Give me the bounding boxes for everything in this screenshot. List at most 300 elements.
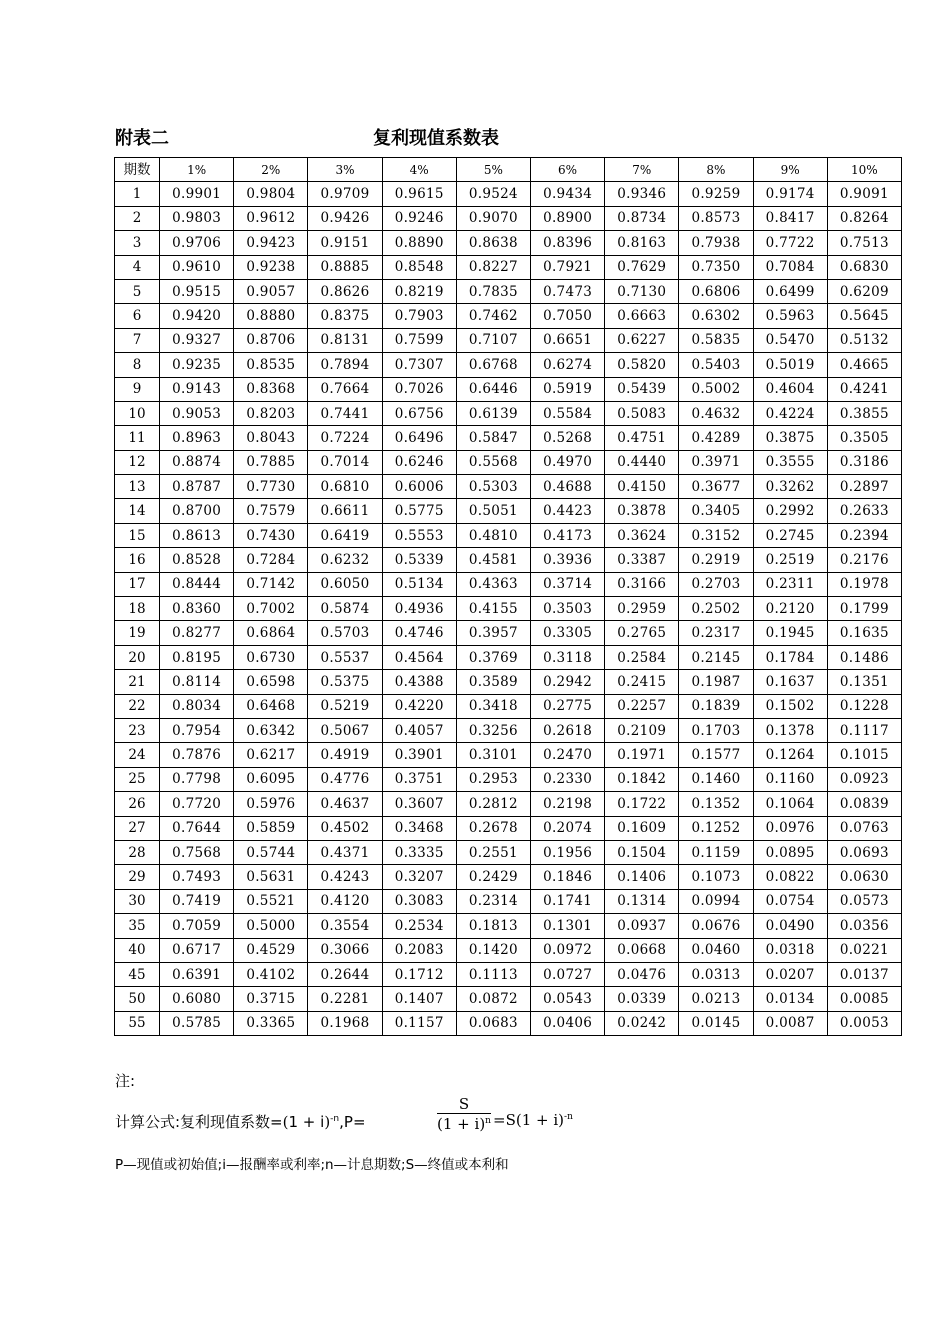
factor-cell: 0.4810	[456, 523, 530, 547]
factor-cell: 0.1351	[827, 670, 901, 694]
factor-cell: 0.7084	[753, 255, 827, 279]
factor-cell: 0.1160	[753, 767, 827, 791]
factor-cell: 0.1064	[753, 792, 827, 816]
factor-cell: 0.3769	[456, 645, 530, 669]
formula-eq: =S	[493, 1111, 516, 1129]
factor-cell: 0.6830	[827, 255, 901, 279]
factor-cell: 0.5439	[605, 377, 679, 401]
factor-cell: 0.3878	[605, 499, 679, 523]
factor-cell: 0.7473	[530, 279, 604, 303]
period-cell: 28	[115, 840, 160, 864]
factor-cell: 0.1978	[827, 572, 901, 596]
factor-cell: 0.1712	[382, 962, 456, 986]
factor-cell: 0.3207	[382, 865, 456, 889]
note-label: 注:	[115, 1072, 136, 1090]
factor-cell: 0.0087	[753, 1011, 827, 1035]
factor-cell: 0.6246	[382, 450, 456, 474]
factor-cell: 0.2919	[679, 548, 753, 572]
factor-cell: 0.8264	[827, 206, 901, 230]
factor-cell: 0.1741	[530, 889, 604, 913]
factor-cell: 0.7730	[234, 475, 308, 499]
factor-cell: 0.4919	[308, 743, 382, 767]
period-cell: 1	[115, 182, 160, 206]
factor-cell: 0.3855	[827, 401, 901, 425]
factor-cell: 0.2897	[827, 475, 901, 499]
factor-cell: 0.3365	[234, 1011, 308, 1035]
factor-cell: 0.6446	[456, 377, 530, 401]
table-row	[115, 401, 902, 425]
factor-cell: 0.3256	[456, 718, 530, 742]
factor-cell: 0.0145	[679, 1011, 753, 1035]
factor-cell: 0.3554	[308, 914, 382, 938]
factor-cell: 0.7513	[827, 231, 901, 255]
factor-cell: 0.1813	[456, 914, 530, 938]
table-row	[115, 597, 902, 621]
factor-cell: 0.1420	[456, 938, 530, 962]
factor-cell: 0.7284	[234, 548, 308, 572]
factor-cell: 0.5703	[308, 621, 382, 645]
factor-cell: 0.2775	[530, 694, 604, 718]
factor-cell: 0.0573	[827, 889, 901, 913]
table-row	[115, 499, 902, 523]
table-row	[115, 718, 902, 742]
factor-cell: 0.0339	[605, 987, 679, 1011]
factor-cell: 0.6768	[456, 353, 530, 377]
table-row	[115, 694, 902, 718]
factor-cell: 0.6232	[308, 548, 382, 572]
factor-cell: 0.5584	[530, 401, 604, 425]
factor-cell: 0.1703	[679, 718, 753, 742]
factor-cell: 0.1956	[530, 840, 604, 864]
factor-cell: 0.7142	[234, 572, 308, 596]
factor-cell: 0.7441	[308, 401, 382, 425]
factor-cell: 0.1846	[530, 865, 604, 889]
factor-cell: 0.3589	[456, 670, 530, 694]
period-cell: 26	[115, 792, 160, 816]
factor-cell: 0.7798	[160, 767, 234, 791]
factor-cell: 0.3387	[605, 548, 679, 572]
notes-section	[115, 1070, 875, 1173]
factor-cell: 0.9091	[827, 182, 901, 206]
factor-cell: 0.3083	[382, 889, 456, 913]
factor-cell: 0.6756	[382, 401, 456, 425]
factor-cell: 0.8227	[456, 255, 530, 279]
period-cell: 40	[115, 938, 160, 962]
factor-cell: 0.3166	[605, 572, 679, 596]
factor-cell: 0.8417	[753, 206, 827, 230]
factor-cell: 0.1073	[679, 865, 753, 889]
column-header-rate: 3%	[308, 158, 382, 182]
factor-cell: 0.3503	[530, 597, 604, 621]
factor-cell: 0.4224	[753, 401, 827, 425]
factor-cell: 0.5820	[605, 353, 679, 377]
factor-cell: 0.8277	[160, 621, 234, 645]
period-cell: 17	[115, 572, 160, 596]
factor-cell: 0.5051	[456, 499, 530, 523]
factor-cell: 0.2551	[456, 840, 530, 864]
factor-cell: 0.4502	[308, 816, 382, 840]
factor-cell: 0.0763	[827, 816, 901, 840]
period-cell: 55	[115, 1011, 160, 1035]
factor-cell: 0.8444	[160, 572, 234, 596]
factor-cell: 0.7430	[234, 523, 308, 547]
factor-cell: 0.8874	[160, 450, 234, 474]
factor-cell: 0.9053	[160, 401, 234, 425]
factor-cell: 0.2584	[605, 645, 679, 669]
factor-cell: 0.6730	[234, 645, 308, 669]
factor-cell: 0.0923	[827, 767, 901, 791]
table-row	[115, 816, 902, 840]
factor-cell: 0.5631	[234, 865, 308, 889]
factor-cell: 0.1113	[456, 962, 530, 986]
table-row	[115, 475, 902, 499]
factor-cell: 0.3118	[530, 645, 604, 669]
factor-cell: 0.2992	[753, 499, 827, 523]
column-header-rate: 10%	[827, 158, 901, 182]
factor-cell: 0.5775	[382, 499, 456, 523]
factor-cell: 0.1228	[827, 694, 901, 718]
factor-cell: 0.2703	[679, 572, 753, 596]
factor-cell: 0.3152	[679, 523, 753, 547]
table-row	[115, 767, 902, 791]
factor-cell: 0.2953	[456, 767, 530, 791]
factor-cell: 0.7462	[456, 304, 530, 328]
factor-cell: 0.8131	[308, 328, 382, 352]
factor-cell: 0.2415	[605, 670, 679, 694]
factor-cell: 0.9709	[308, 182, 382, 206]
formula-left	[115, 1111, 366, 1132]
table-row	[115, 1011, 902, 1035]
factor-cell: 0.8900	[530, 206, 604, 230]
factor-cell: 0.6080	[160, 987, 234, 1011]
factor-cell: 0.5083	[605, 401, 679, 425]
factor-cell: 0.7599	[382, 328, 456, 352]
factor-cell: 0.1159	[679, 840, 753, 864]
fraction-denominator: $(1 + i)^n$	[437, 1115, 491, 1133]
factor-cell: 0.7938	[679, 231, 753, 255]
factor-cell: 0.8700	[160, 499, 234, 523]
factor-cell: 0.3305	[530, 621, 604, 645]
factor-cell: 0.3971	[679, 450, 753, 474]
period-cell: 35	[115, 914, 160, 938]
factor-cell: 0.6663	[605, 304, 679, 328]
factor-cell: 0.5339	[382, 548, 456, 572]
factor-cell: 0.1635	[827, 621, 901, 645]
factor-cell: 0.5375	[308, 670, 382, 694]
factor-cell: 0.9238	[234, 255, 308, 279]
factor-cell: 0.8885	[308, 255, 382, 279]
factor-cell: 0.3335	[382, 840, 456, 864]
factor-cell: 0.9612	[234, 206, 308, 230]
period-cell: 15	[115, 523, 160, 547]
factor-cell: 0.1504	[605, 840, 679, 864]
factor-cell: 0.7644	[160, 816, 234, 840]
factor-cell: 0.2314	[456, 889, 530, 913]
period-cell: 16	[115, 548, 160, 572]
table-row	[115, 645, 902, 669]
factor-cell: 0.4155	[456, 597, 530, 621]
period-cell: 45	[115, 962, 160, 986]
factor-cell: 0.0207	[753, 962, 827, 986]
factor-cell: 0.5859	[234, 816, 308, 840]
factor-cell: 0.3677	[679, 475, 753, 499]
table-row	[115, 572, 902, 596]
factor-cell: 0.7894	[308, 353, 382, 377]
factor-cell: 0.9057	[234, 279, 308, 303]
table-row	[115, 670, 902, 694]
factor-cell: 0.9610	[160, 255, 234, 279]
factor-cell: 0.9423	[234, 231, 308, 255]
title-row	[115, 124, 900, 148]
appendix-label: 附表二	[115, 128, 169, 149]
factor-cell: 0.3715	[234, 987, 308, 1011]
factor-cell: 0.2534	[382, 914, 456, 938]
factor-cell: 0.1968	[308, 1011, 382, 1035]
factor-cell: 0.7059	[160, 914, 234, 938]
factor-cell: 0.1406	[605, 865, 679, 889]
factor-cell: 0.4637	[308, 792, 382, 816]
factor-cell: 0.0318	[753, 938, 827, 962]
factor-cell: 0.6006	[382, 475, 456, 499]
table-row	[115, 938, 902, 962]
period-cell: 11	[115, 426, 160, 450]
formula-exp: -n	[330, 1114, 340, 1124]
column-header-rate: 8%	[679, 158, 753, 182]
factor-cell: 0.8375	[308, 304, 382, 328]
factor-cell: 0.3066	[308, 938, 382, 962]
factor-cell: 0.5470	[753, 328, 827, 352]
present-value-table	[114, 157, 902, 1036]
factor-cell: 0.7722	[753, 231, 827, 255]
factor-cell: 0.8573	[679, 206, 753, 230]
factor-cell: 0.0630	[827, 865, 901, 889]
factor-cell: 0.5744	[234, 840, 308, 864]
period-cell: 24	[115, 743, 160, 767]
factor-cell: 0.4936	[382, 597, 456, 621]
factor-cell: 0.0839	[827, 792, 901, 816]
column-header-rate: 4%	[382, 158, 456, 182]
factor-cell: 0.1264	[753, 743, 827, 767]
factor-cell: 0.0976	[753, 816, 827, 840]
fraction-den-base: 1 + i	[442, 1115, 480, 1133]
factor-cell: 0.4751	[605, 426, 679, 450]
factor-cell: 0.5134	[382, 572, 456, 596]
factor-cell: 0.5835	[679, 328, 753, 352]
factor-cell: 0.6139	[456, 401, 530, 425]
formula-tail: $=S(1 + i)^{-n}$	[493, 1111, 573, 1129]
factor-cell: 0.5963	[753, 304, 827, 328]
factor-cell: 0.2311	[753, 572, 827, 596]
factor-cell: 0.9434	[530, 182, 604, 206]
factor-cell: 0.9515	[160, 279, 234, 303]
factor-cell: 0.6810	[308, 475, 382, 499]
period-cell: 3	[115, 231, 160, 255]
factor-cell: 0.9426	[308, 206, 382, 230]
factor-cell: 0.8195	[160, 645, 234, 669]
variable-definitions: P—现值或初始值;i—报酬率或利率;n—计息期数;S—终值或本利和	[115, 1157, 509, 1173]
factor-cell: 0.1352	[679, 792, 753, 816]
factor-cell: 0.3418	[456, 694, 530, 718]
factor-cell: 0.1799	[827, 597, 901, 621]
factor-cell: 0.6468	[234, 694, 308, 718]
factor-cell: 0.5303	[456, 475, 530, 499]
factor-cell: 0.7130	[605, 279, 679, 303]
factor-cell: 0.4243	[308, 865, 382, 889]
table-row	[115, 328, 902, 352]
factor-cell: 0.6302	[679, 304, 753, 328]
factor-cell: 0.6274	[530, 353, 604, 377]
factor-cell: 0.1301	[530, 914, 604, 938]
factor-cell: 0.1945	[753, 621, 827, 645]
factor-cell: 0.7107	[456, 328, 530, 352]
factor-cell: 0.5553	[382, 523, 456, 547]
factor-cell: 0.6499	[753, 279, 827, 303]
factor-cell: 0.9804	[234, 182, 308, 206]
table-row	[115, 743, 902, 767]
table-row	[115, 865, 902, 889]
factor-cell: 0.1722	[605, 792, 679, 816]
factor-cell: 0.8963	[160, 426, 234, 450]
factor-cell: 0.4688	[530, 475, 604, 499]
period-cell: 12	[115, 450, 160, 474]
factor-cell: 0.9246	[382, 206, 456, 230]
formula-fraction	[437, 1095, 491, 1133]
factor-cell: 0.0476	[605, 962, 679, 986]
factor-cell: 0.8734	[605, 206, 679, 230]
factor-cell: 0.0895	[753, 840, 827, 864]
formula-tail-base: 1 + i	[521, 1111, 559, 1129]
factor-cell: 0.4423	[530, 499, 604, 523]
factor-cell: 0.1015	[827, 743, 901, 767]
factor-cell: 0.4529	[234, 938, 308, 962]
factor-cell: 0.2120	[753, 597, 827, 621]
factor-cell: 0.0137	[827, 962, 901, 986]
factor-cell: 0.4120	[308, 889, 382, 913]
factor-cell: 0.8626	[308, 279, 382, 303]
factor-cell: 0.2281	[308, 987, 382, 1011]
factor-cell: 0.9143	[160, 377, 234, 401]
factor-cell: 0.1971	[605, 743, 679, 767]
period-cell: 25	[115, 767, 160, 791]
factor-cell: 0.7493	[160, 865, 234, 889]
factor-cell: 0.0490	[753, 914, 827, 938]
factor-cell: 0.2257	[605, 694, 679, 718]
factor-cell: 0.6611	[308, 499, 382, 523]
factor-cell: 0.9346	[605, 182, 679, 206]
factor-cell: 0.4289	[679, 426, 753, 450]
factor-cell: 0.3405	[679, 499, 753, 523]
table-row	[115, 987, 902, 1011]
factor-cell: 0.8203	[234, 401, 308, 425]
factor-cell: 0.9327	[160, 328, 234, 352]
factor-cell: 0.9070	[456, 206, 530, 230]
factor-cell: 0.6717	[160, 938, 234, 962]
column-header-rate: 6%	[530, 158, 604, 182]
factor-cell: 0.7629	[605, 255, 679, 279]
factor-cell: 0.4665	[827, 353, 901, 377]
period-cell: 20	[115, 645, 160, 669]
factor-cell: 0.7026	[382, 377, 456, 401]
table-row	[115, 353, 902, 377]
factor-cell: 0.4970	[530, 450, 604, 474]
factor-cell: 0.1378	[753, 718, 827, 742]
factor-cell: 0.2429	[456, 865, 530, 889]
factor-cell: 0.8368	[234, 377, 308, 401]
factor-cell: 0.3555	[753, 450, 827, 474]
table-row	[115, 914, 902, 938]
factor-cell: 0.2502	[679, 597, 753, 621]
page-title: 复利现值系数表	[373, 128, 499, 149]
factor-cell: 0.0937	[605, 914, 679, 938]
formula-prefix: 计算公式:复利现值系数=	[115, 1113, 283, 1131]
formula-base: 1 + i	[288, 1113, 325, 1131]
factor-cell: 0.7050	[530, 304, 604, 328]
factor-cell: 0.2074	[530, 816, 604, 840]
factor-cell: 0.0543	[530, 987, 604, 1011]
factor-cell: 0.9420	[160, 304, 234, 328]
factor-cell: 0.0994	[679, 889, 753, 913]
period-cell: 7	[115, 328, 160, 352]
factor-cell: 0.8219	[382, 279, 456, 303]
factor-cell: 0.5919	[530, 377, 604, 401]
factor-cell: 0.0356	[827, 914, 901, 938]
factor-cell: 0.2176	[827, 548, 901, 572]
factor-cell: 0.0872	[456, 987, 530, 1011]
factor-cell: 0.4102	[234, 962, 308, 986]
factor-cell: 0.1609	[605, 816, 679, 840]
factor-cell: 0.4440	[605, 450, 679, 474]
factor-cell: 0.6496	[382, 426, 456, 450]
factor-cell: 0.0693	[827, 840, 901, 864]
factor-cell: 0.1407	[382, 987, 456, 1011]
factor-cell: 0.7664	[308, 377, 382, 401]
factor-cell: 0.1784	[753, 645, 827, 669]
factor-cell: 0.4564	[382, 645, 456, 669]
factor-cell: 0.3875	[753, 426, 827, 450]
factor-cell: 0.7224	[308, 426, 382, 450]
factor-cell: 0.0460	[679, 938, 753, 962]
factor-cell: 0.2198	[530, 792, 604, 816]
factor-cell: 0.0406	[530, 1011, 604, 1035]
table-row	[115, 304, 902, 328]
factor-cell: 0.5268	[530, 426, 604, 450]
factor-cell: 0.6806	[679, 279, 753, 303]
factor-cell: 0.6651	[530, 328, 604, 352]
factor-cell: 0.5645	[827, 304, 901, 328]
table-body	[115, 182, 902, 1036]
factor-cell: 0.7568	[160, 840, 234, 864]
table-row	[115, 426, 902, 450]
factor-cell: 0.3505	[827, 426, 901, 450]
factor-cell: 0.0221	[827, 938, 901, 962]
factor-cell: 0.3101	[456, 743, 530, 767]
factor-cell: 0.9151	[308, 231, 382, 255]
factor-cell: 0.5537	[308, 645, 382, 669]
factor-cell: 0.8638	[456, 231, 530, 255]
factor-cell: 0.8706	[234, 328, 308, 352]
factor-cell: 0.5976	[234, 792, 308, 816]
factor-cell: 0.4371	[308, 840, 382, 864]
column-header-rate: 9%	[753, 158, 827, 182]
factor-cell: 0.1117	[827, 718, 901, 742]
table-row	[115, 255, 902, 279]
factor-cell: 0.8787	[160, 475, 234, 499]
factor-cell: 0.0727	[530, 962, 604, 986]
factor-cell: 0.1314	[605, 889, 679, 913]
factor-cell: 0.0754	[753, 889, 827, 913]
factor-cell: 0.0313	[679, 962, 753, 986]
factor-cell: 0.2145	[679, 645, 753, 669]
